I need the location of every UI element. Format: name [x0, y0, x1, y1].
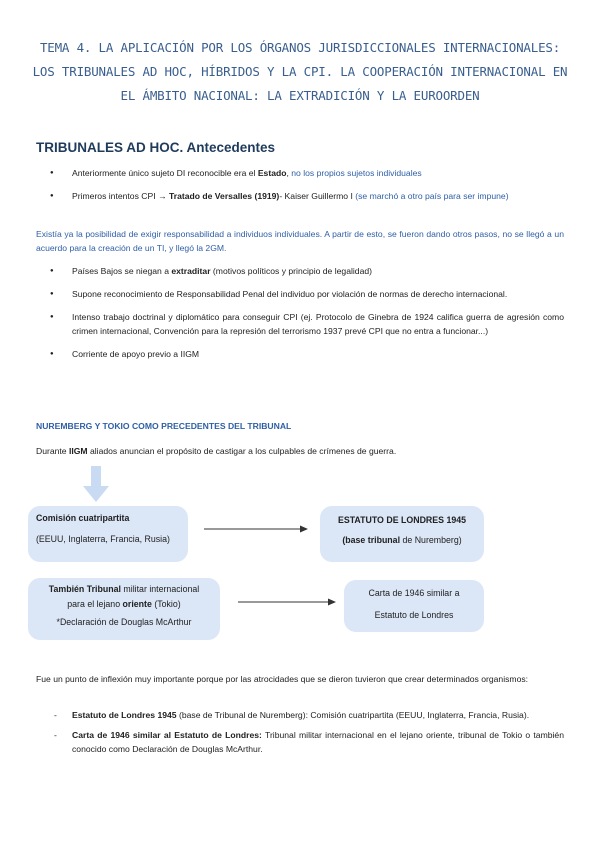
box-estatuto-londres: ESTATUTO DE LONDRES 1945 (base tribunal de Nuremberg) — [320, 506, 484, 562]
list-item: - Carta de 1946 similar al Estatuto de Londres: Tribunal militar internacional en el lejano oriente, tribunal de Tokio o también conocido como Declaración de Douglas McArthur. — [36, 728, 564, 756]
down-arrow-icon — [83, 466, 109, 502]
intro-durante: Durante IIGM aliados anuncian el propósito de castigar a los culpables de crímenes de guerra. — [36, 446, 397, 456]
paragraph-existia: Existía ya la posibilidad de exigir responsabilidad a individuos individuales. A partir de esto, se fueron dando otros pasos, no se llegó a un acuerdo para la creación de un TI, y llegó la 2GM. — [36, 229, 564, 253]
list-item: ● Países Bajos se niegan a extraditar (motivos políticos y principio de legalidad) — [36, 264, 564, 278]
page-title: TEMA 4. LA APLICACIÓN POR LOS ÓRGANOS JURISDICCIONALES INTERNACIONALES: LOS TRIBUNALES AD HOC, HÍBRIDOS Y LA CPI. LA COOPERACIÓN INTERNACIONAL EN EL ÁMBITO NACIONAL: LA EXTRADICIÓN Y LA EUROORDEN — [32, 40, 568, 103]
box-tribunal-tokio: También Tribunal militar internacional para el lejano oriente (Tokio) *Declaración de Douglas McArthur — [28, 578, 220, 640]
paragraph-punto-inflexion: Fue un punto de inflexión muy importante porque por las atrocidades que se dieron tuvieron que crear determinados organismos: — [36, 674, 529, 684]
bullet-list-2 — [36, 264, 564, 370]
arrow-right-icon — [204, 524, 308, 534]
list-item: ● Supone reconocimiento de Responsabilidad Penal del individuo por violación de normas de derecho internacional. — [36, 287, 564, 301]
list-item: ● Intenso trabajo doctrinal y diplomático para conseguir CPI (ej. Protocolo de Ginebra de 1924 califica guerra de agresión como crimen internacional, Convención para la represión del terrorismo 1937 prevé CPI que no entra a funcionar...) — [36, 310, 564, 338]
bullet-list-1 — [36, 166, 564, 212]
list-item: - Estatuto de Londres 1945 (base de Tribunal de Nuremberg): Comisión cuatripartita (EEUU, Inglaterra, Francia, Rusia). — [36, 708, 564, 722]
arrow-right-icon — [238, 597, 336, 607]
section-heading-tribunales: TRIBUNALES AD HOC. Antecedentes — [36, 140, 276, 155]
dash-list — [36, 708, 564, 762]
list-item: ● Corriente de apoyo previo a IIGM — [36, 347, 564, 361]
section-heading-nuremberg: NUREMBERG Y TOKIO COMO PRECEDENTES DEL TRIBUNAL — [36, 421, 292, 431]
list-item: ● Primeros intentos CPI → Tratado de Versalles (1919)- Kaiser Guillermo I (se marchó a otro país para ser impune) — [36, 189, 564, 203]
box-comision-cuatripartita: Comisión cuatripartita (EEUU, Inglaterra, Francia, Rusia) — [28, 506, 188, 562]
list-item: ● Anteriormente único sujeto DI reconocible era el Estado, no los propios sujetos individuales — [36, 166, 564, 180]
box-carta-1946: Carta de 1946 similar a Estatuto de Londres — [344, 580, 484, 632]
